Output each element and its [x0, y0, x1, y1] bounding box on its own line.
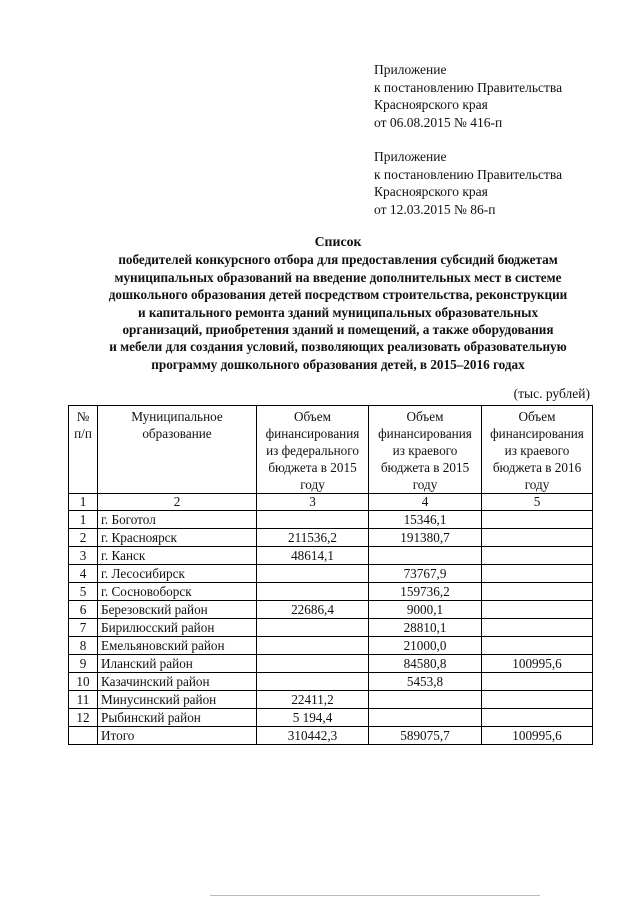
row-municipality: г. Канск — [98, 547, 257, 565]
table-total-row — [69, 727, 593, 745]
column-number: 5 — [482, 494, 593, 511]
title-line: организаций, приобретения зданий и помещений, а также оборудования — [122, 322, 554, 338]
row-municipality: Рыбинский район — [98, 709, 257, 727]
row-number: 8 — [69, 637, 98, 655]
title-line: муниципальных образований на введение дополнительных мест в системе — [114, 269, 562, 285]
annex-line: Приложение — [374, 149, 447, 164]
column-number: 4 — [369, 494, 482, 511]
row-regional-2016 — [482, 601, 593, 619]
row-federal-2015 — [257, 637, 369, 655]
row-number: 3 — [69, 547, 98, 565]
row-federal-2015: 310442,3 — [257, 727, 369, 745]
annex-line: от 06.08.2015 № 416-п — [374, 114, 503, 130]
row-municipality: Казачинский район — [98, 673, 257, 691]
table-row — [69, 601, 593, 619]
column-number: 3 — [257, 494, 369, 511]
row-municipality: Минусинский район — [98, 691, 257, 709]
title-heading: Список — [314, 234, 362, 249]
row-municipality: Емельяновский район — [98, 637, 257, 655]
row-number: 7 — [69, 619, 98, 637]
column-number: 2 — [98, 494, 257, 511]
row-regional-2016: 100995,6 — [482, 727, 593, 745]
table-row — [69, 511, 593, 529]
table-row — [69, 691, 593, 709]
header-municipality: Муниципальное образование — [98, 406, 257, 494]
row-municipality: Бирилюсский район — [98, 619, 257, 637]
table-row — [69, 529, 593, 547]
header-federal-2015: Объем финансирования из федерального бюджета в 2015 году — [257, 406, 369, 494]
row-federal-2015: 211536,2 — [257, 529, 369, 547]
row-number: 12 — [69, 709, 98, 727]
row-number: 1 — [69, 511, 98, 529]
row-number: 10 — [69, 673, 98, 691]
row-regional-2015: 73767,9 — [369, 565, 482, 583]
row-federal-2015 — [257, 673, 369, 691]
row-regional-2015: 28810,1 — [369, 619, 482, 637]
row-federal-2015 — [257, 655, 369, 673]
row-regional-2016 — [482, 583, 593, 601]
row-regional-2015: 15346,1 — [369, 511, 482, 529]
units-label: (тыс. рублей) — [513, 386, 590, 401]
row-number — [69, 727, 98, 745]
row-municipality: Иланский район — [98, 655, 257, 673]
row-municipality: г. Лесосибирск — [98, 565, 257, 583]
row-regional-2015: 9000,1 — [369, 601, 482, 619]
table-body — [69, 511, 593, 745]
row-regional-2015: 84580,8 — [369, 655, 482, 673]
column-number: 1 — [69, 494, 98, 511]
annex-block-original — [374, 148, 562, 218]
row-number: 5 — [69, 583, 98, 601]
row-number: 9 — [69, 655, 98, 673]
row-municipality: г. Сосновоборск — [98, 583, 257, 601]
row-regional-2015 — [369, 547, 482, 565]
row-federal-2015 — [257, 583, 369, 601]
title-line: и капитального ремонта зданий муниципальных образовательных — [137, 304, 539, 320]
annex-block-current — [374, 61, 562, 131]
title-line: программу дошкольного образования детей, в 2015–2016 годах — [151, 356, 525, 372]
row-regional-2015: 159736,2 — [369, 583, 482, 601]
row-federal-2015: 48614,1 — [257, 547, 369, 565]
row-number: 2 — [69, 529, 98, 547]
table-row — [69, 583, 593, 601]
row-federal-2015 — [257, 565, 369, 583]
annex-line: к постановлению Правительства — [374, 166, 563, 182]
row-regional-2016 — [482, 691, 593, 709]
row-regional-2016 — [482, 529, 593, 547]
row-federal-2015 — [257, 619, 369, 637]
row-regional-2016 — [482, 547, 593, 565]
header-regional-2015: Объем финансирования из краевого бюджета в 2015 году — [369, 406, 482, 494]
table-row — [69, 565, 593, 583]
table-row — [69, 547, 593, 565]
row-number: 11 — [69, 691, 98, 709]
annex-line: Приложение — [374, 62, 447, 77]
row-municipality: Березовский район — [98, 601, 257, 619]
row-regional-2015: 5453,8 — [369, 673, 482, 691]
column-number-row — [69, 494, 593, 511]
title-line: дошкольного образования детей посредством строительства, реконструкции — [108, 287, 568, 303]
annex-line: Красноярского края — [374, 97, 488, 112]
title-line: победителей конкурсного отбора для предоставления субсидий бюджетам — [118, 252, 558, 268]
header-regional-2016: Объем финансирования из краевого бюджета в 2016 году — [482, 406, 593, 494]
annex-line: Красноярского края — [374, 184, 488, 199]
row-regional-2015: 191380,7 — [369, 529, 482, 547]
row-regional-2016 — [482, 709, 593, 727]
row-regional-2016: 100995,6 — [482, 655, 593, 673]
row-municipality: г. Боготол — [98, 511, 257, 529]
winners-table — [68, 405, 593, 745]
table-row — [69, 655, 593, 673]
row-number: 6 — [69, 601, 98, 619]
page-edge-divider — [210, 895, 540, 896]
row-regional-2016 — [482, 673, 593, 691]
annex-line: к постановлению Правительства — [374, 79, 563, 95]
row-federal-2015: 22411,2 — [257, 691, 369, 709]
row-regional-2016 — [482, 619, 593, 637]
row-regional-2015: 589075,7 — [369, 727, 482, 745]
row-municipality: Итого — [98, 727, 257, 745]
header-number: № п/п — [69, 406, 98, 494]
table-header-row — [69, 406, 593, 494]
row-federal-2015: 5 194,4 — [257, 709, 369, 727]
document-title — [60, 233, 616, 373]
row-regional-2015: 21000,0 — [369, 637, 482, 655]
table-row — [69, 709, 593, 727]
table-row — [69, 673, 593, 691]
table-row — [69, 637, 593, 655]
row-number: 4 — [69, 565, 98, 583]
row-federal-2015 — [257, 511, 369, 529]
title-line: и мебели для создания условий, позволяющих реализовать образовательную — [109, 339, 567, 355]
annex-line: от 12.03.2015 № 86-п — [374, 201, 496, 217]
row-federal-2015: 22686,4 — [257, 601, 369, 619]
table-row — [69, 619, 593, 637]
row-regional-2015 — [369, 709, 482, 727]
row-regional-2016 — [482, 637, 593, 655]
row-municipality: г. Красноярск — [98, 529, 257, 547]
row-regional-2016 — [482, 565, 593, 583]
row-regional-2016 — [482, 511, 593, 529]
row-regional-2015 — [369, 691, 482, 709]
